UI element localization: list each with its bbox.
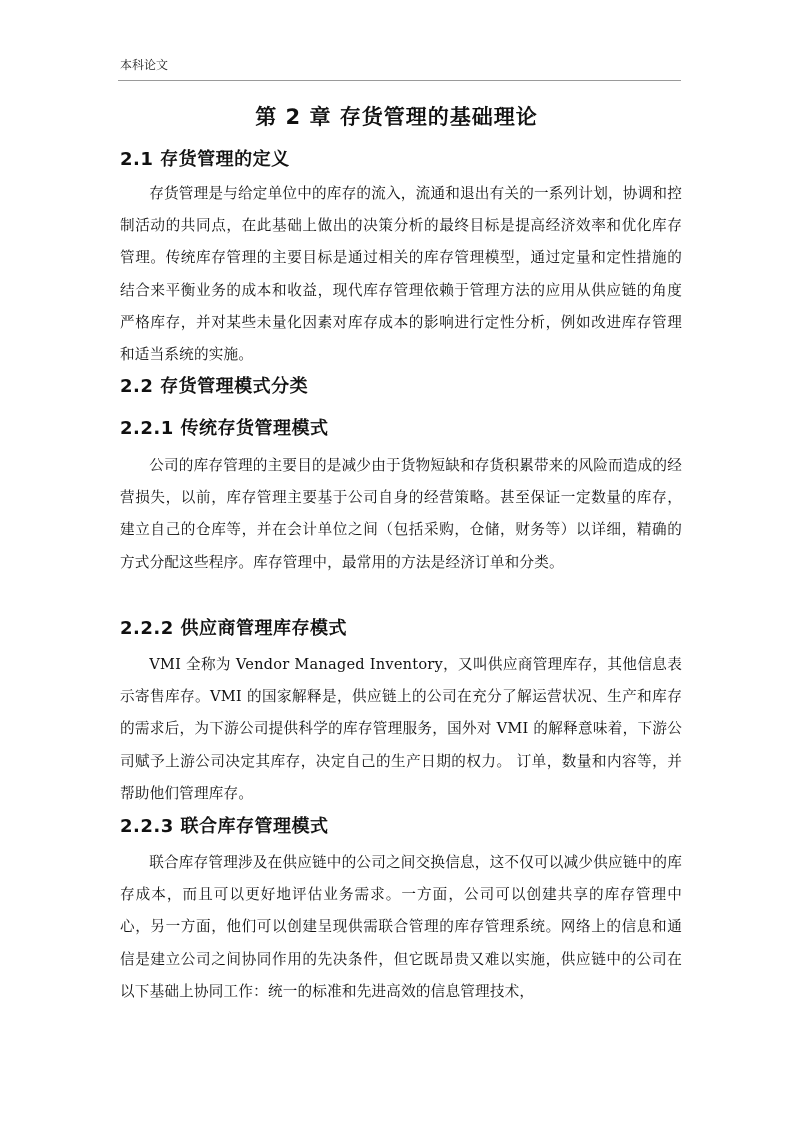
section-heading-2-1: 2.1 存货管理的定义 <box>120 149 290 170</box>
header-divider <box>118 80 681 81</box>
chapter-title: 第 2 章 存货管理的基础理论 <box>255 105 538 129</box>
section-heading-2-2-2: 2.2.2 供应商管理库存模式 <box>120 618 348 639</box>
section-heading-2-2-3: 2.2.3 联合库存管理模式 <box>120 816 329 837</box>
paragraph-2-2-3: 联合库存管理涉及在供应链中的公司之间交换信息，这不仅可以减少供应链中的库存成本，而且可以更好地评估业务需求。一方面，公司可以创建共享的库存管理中心，另一方面，他们可以创建呈现供需联合管理的库存管理系统。网络上的信息和通信是建立公司之间协同作用的先决条件，但它既昂贵又难以实施，供应链中的公司在以下基础上协同工作：统一的标准和先进高效的信息管理技术， <box>120 854 682 1000</box>
paragraph-2-2-2: VMI 全称为 Vendor Managed Inventory，又叫供应商管理库存，其他信息表示寄售库存。VMI 的国家解释是，供应链上的公司在充分了解运营状况、生产和库存的需求后，为下游公司提供科学的库存管理服务，国外对 VMI 的解释意味着，下游公司赋予上游公司决定其库存，决定自己的生产日期的权力。 订单，数量和内容等，并帮助他们管理库存。 <box>120 656 682 802</box>
paragraph-2-1: 存货管理是与给定单位中的库存的流入，流通和退出有关的一系列计划，协调和控制活动的共同点，在此基础上做出的决策分析的最终目标是提高经济效率和优化库存管理。传统库存管理的主要目标是通过相关的库存管理模型，通过定量和定性措施的结合来平衡业务的成本和收益，现代库存管理依赖于管理方法的应用从供应链的角度严格库存，并对某些未量化因素对库存成本的影响进行定性分析，例如改进库存管理和适当系统的实施。 <box>120 185 682 364</box>
paragraph-2-2-1: 公司的库存管理的主要目的是减少由于货物短缺和存货积累带来的风险而造成的经营损失，以前，库存管理主要基于公司自身的经营策略。甚至保证一定数量的库存，建立自己的仓库等，并在会计单位之间（包括采购，仓储，财务等）以详细，精确的方式分配这些程序。库存管理中，最常用的方法是经济订单和分类。 <box>120 457 682 571</box>
section-heading-2-2-1: 2.2.1 传统存货管理模式 <box>120 418 329 439</box>
section-heading-2-2: 2.2 存货管理模式分类 <box>120 376 309 397</box>
running-header: 本科论文 <box>120 58 169 72</box>
